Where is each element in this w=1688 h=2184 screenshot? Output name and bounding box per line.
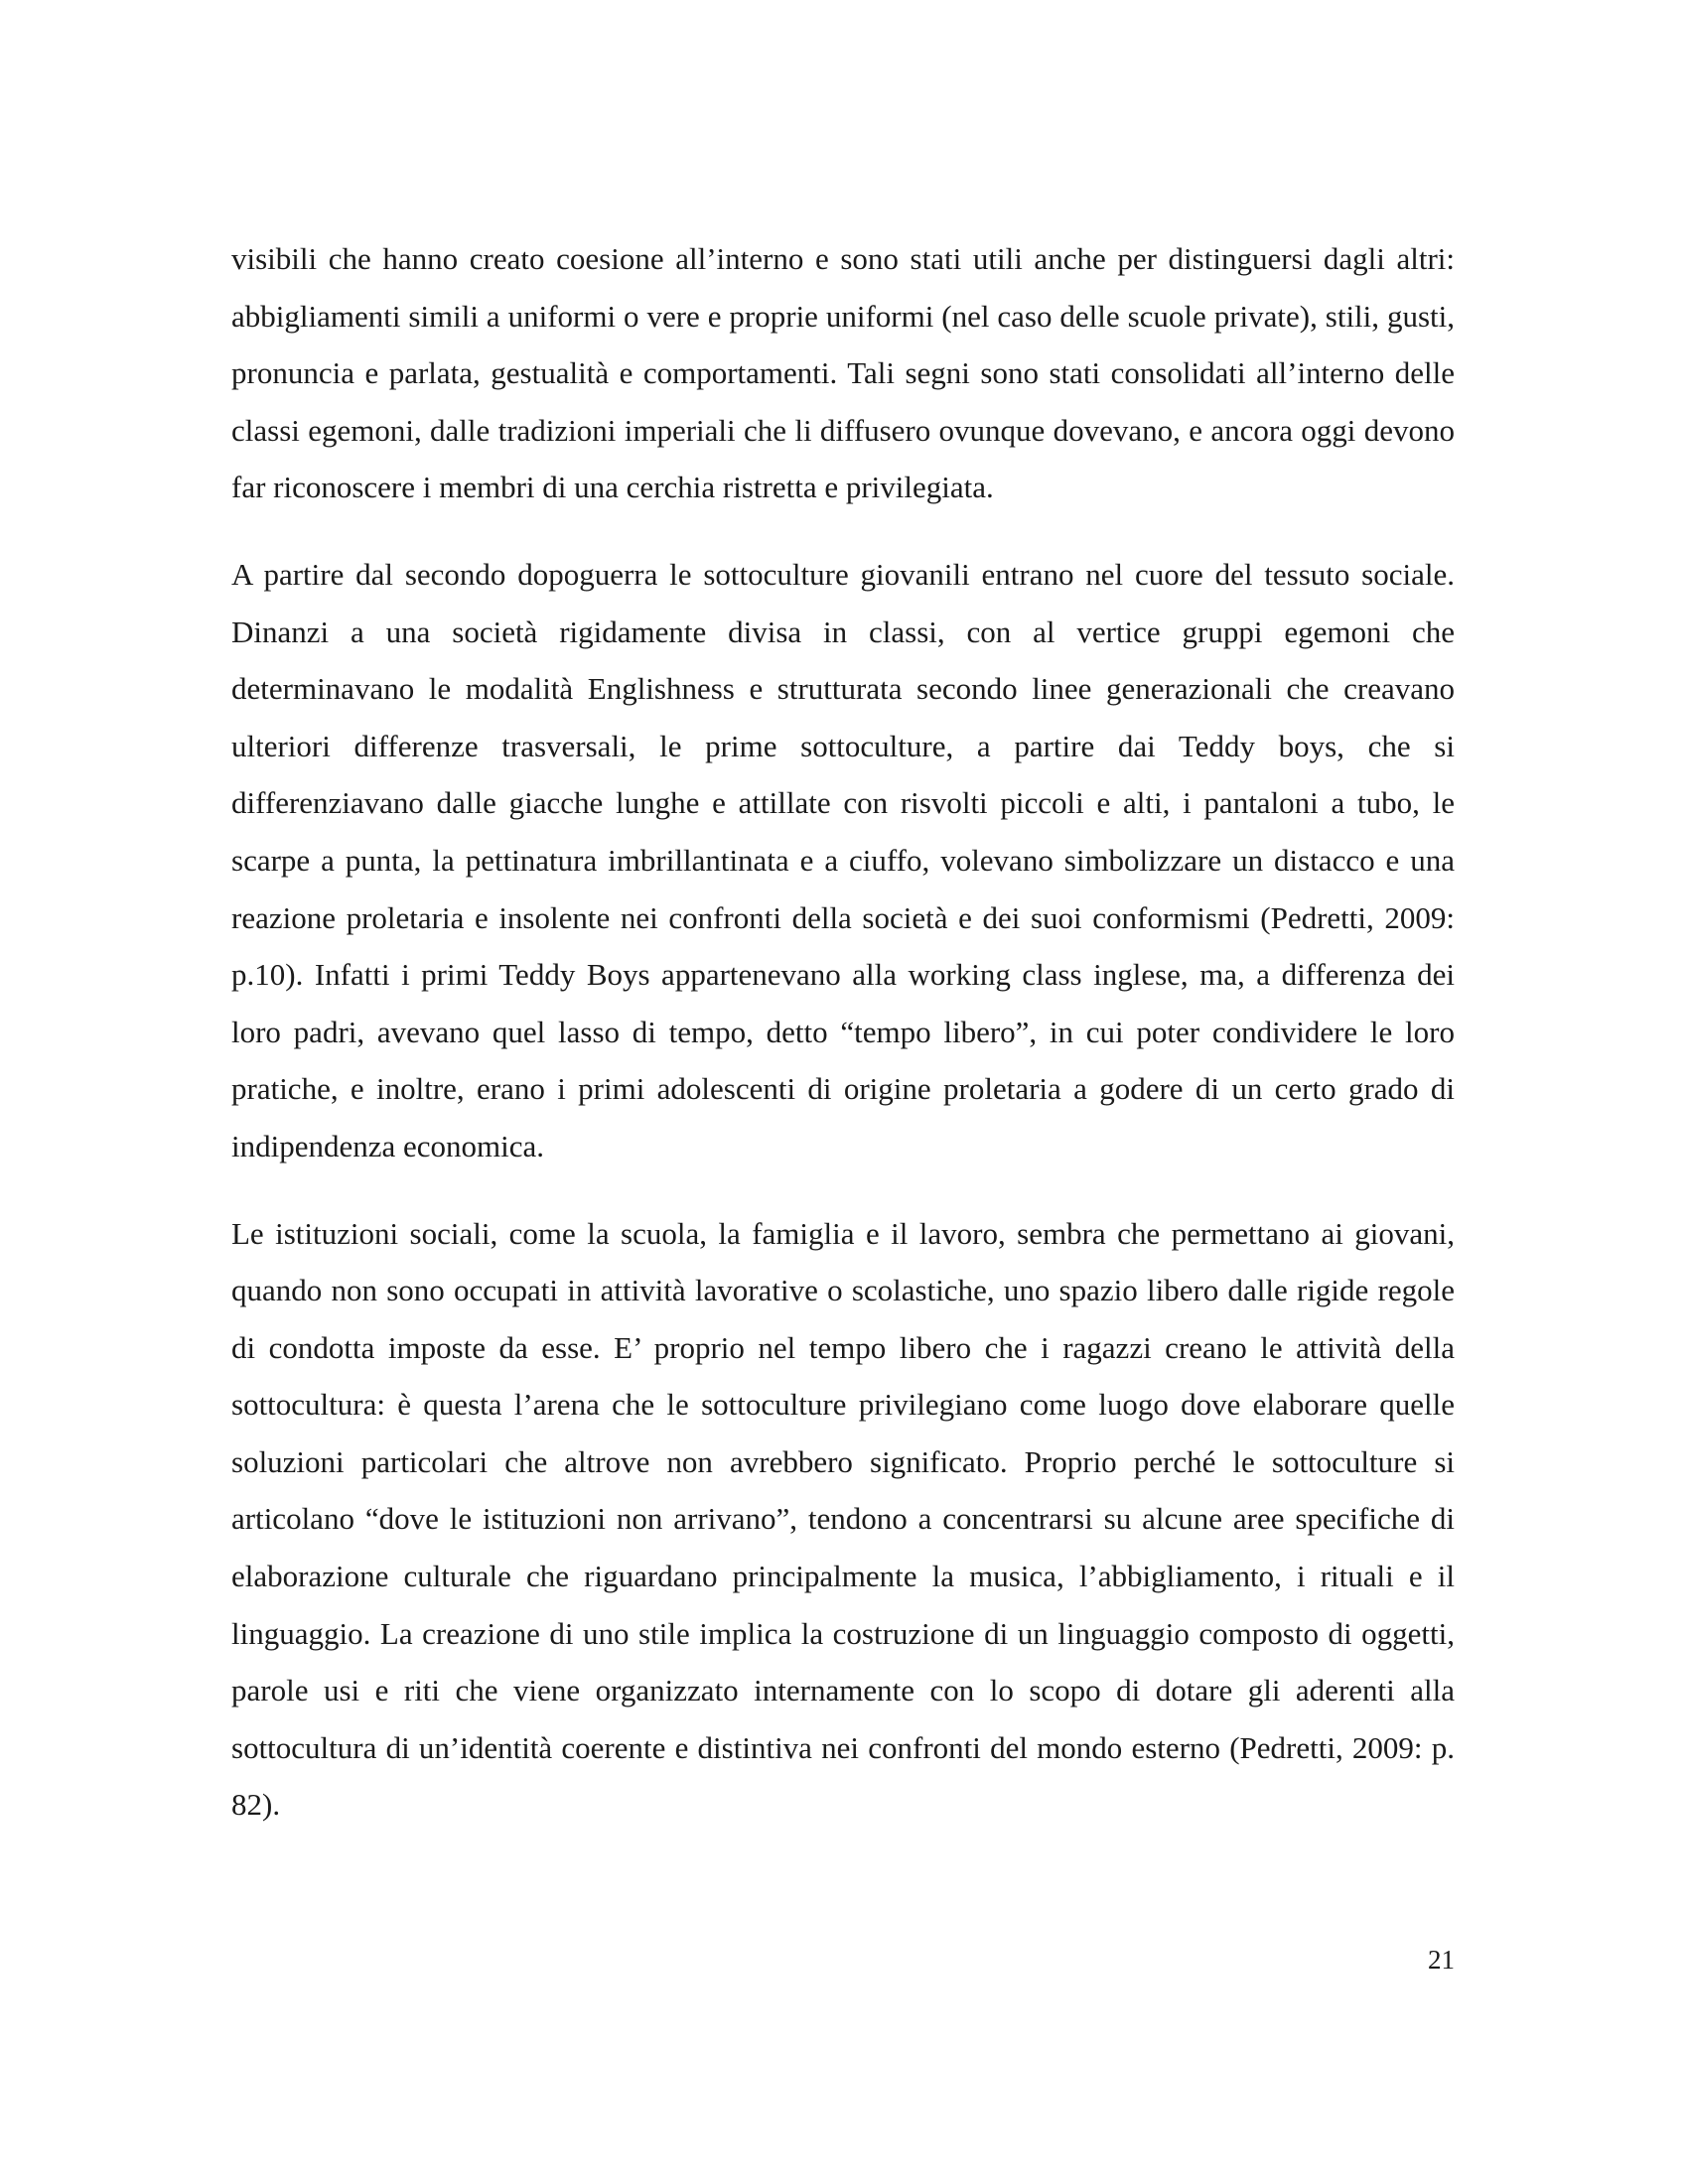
paragraph-2: A partire dal secondo dopoguerra le sottoculture giovanili entrano nel cuore del tessuto sociale. Dinanzi a una società rigidamente divisa in classi, con al vertice gruppi egemoni che determinavano le modalità Englishness e strutturata secondo linee generazionali che creavano ulteriori differenze trasversali, le prime sottoculture, a partire dai Teddy boys, che si differenziavano dalle giacche lunghe e attillate con risvolti piccoli e alti, i pantaloni a tubo, le scarpe a punta, la pettinatura imbrillantinata e a ciuffo, volevano simbolizzare un distacco e una reazione proletaria e insolente nei confronti della società e dei suoi conformismi (Pedretti, 2009: p.10). Infatti i primi Teddy Boys appartenevano alla working class inglese, ma, a differenza dei loro padri, avevano quel lasso di tempo, detto “tempo libero”, in cui poter condividere le loro pratiche, e inoltre, erano i primi adolescenti di origine proletaria a godere di un certo grado di indipendenza economica. — [231, 556, 1455, 1163]
page-body — [231, 230, 1455, 1834]
paragraph-1: visibili che hanno creato coesione all’interno e sono stati utili anche per distinguersi dagli altri: abbigliamenti simili a uniformi o vere e proprie uniformi (nel caso delle scuole private), stili, gusti, pronuncia e parlata, gestualità e comportamenti. Tali segni sono stati consolidati all’interno delle classi egemoni, dalle tradizioni imperiali che li diffusero ovunque dovevano, e ancora oggi devono far riconoscere i membri di una cerchia ristretta e privilegiata. — [231, 241, 1455, 505]
page-number: 21 — [1428, 1945, 1455, 1975]
paragraph-3: Le istituzioni sociali, come la scuola, la famiglia e il lavoro, sembra che permettano ai giovani, quando non sono occupati in attività lavorative o scolastiche, uno spazio libero dalle rigide regole di condotta imposte da esse. E’ proprio nel tempo libero che i ragazzi creano le attività della sottocultura: è questa l’arena che le sottoculture privilegiano come luogo dove elaborare quelle soluzioni particolari che altrove non avrebbero significato. Proprio perché le sottoculture si articolano “dove le istituzioni non arrivano”, tendono a concentrarsi su alcune aree specifiche di elaborazione culturale che riguardano principalmente la musica, l’abbigliamento, i rituali e il linguaggio. La creazione di uno stile implica la costruzione di un linguaggio composto di oggetti, parole usi e riti che viene organizzato internamente con lo scopo di dotare gli aderenti alla sottocultura di un’identità coerente e distintiva nei confronti del mondo esterno (Pedretti, 2009: p. 82). — [231, 1215, 1455, 1823]
